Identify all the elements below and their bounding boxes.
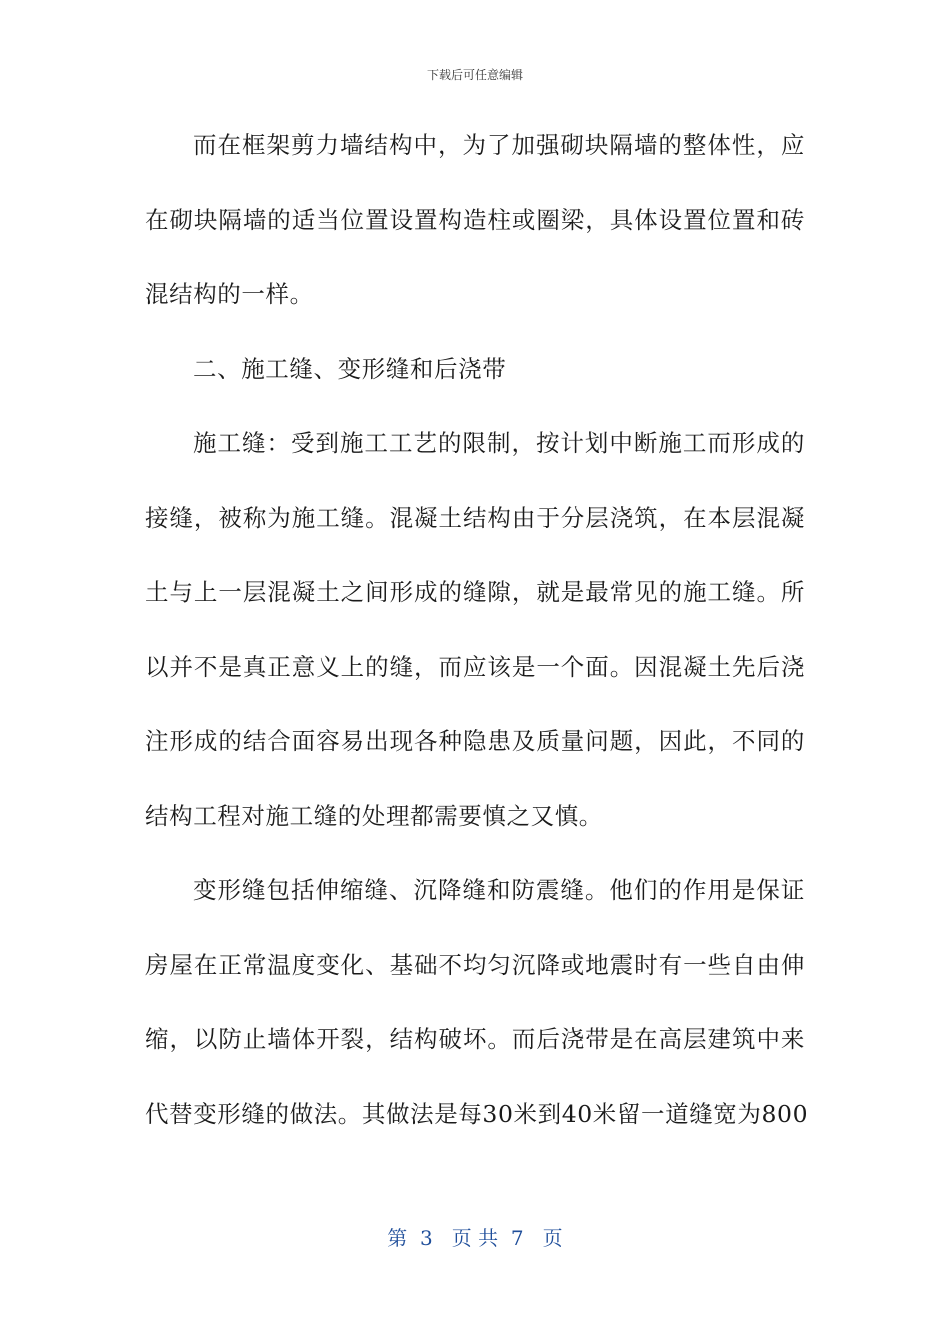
paragraph-line: 代替变形缝的做法。其做法是每30米到40米留一道缝宽为800 <box>145 1099 809 1128</box>
paragraph-line: 注形成的结合面容易出现各种隐患及质量问题，因此，不同的 <box>145 727 805 755</box>
paragraph-line: 施工缝：受到施工工艺的限制，按计划中断施工而形成的 <box>193 429 805 457</box>
paragraph-line: 房屋在正常温度变化、基础不均匀沉降或地震时有一些自由伸 <box>145 950 805 979</box>
download-note: 下载后可任意编辑 <box>426 68 523 82</box>
paragraph-line: 混结构的一样。 <box>145 280 314 308</box>
paragraph-line: 变形缝包括伸缩缝、沉降缝和防震缝。他们的作用是保证 <box>193 876 805 904</box>
page-number: 第 3 页 共 7 页 <box>387 1226 563 1250</box>
paragraph-line: 接缝，被称为施工缝。混凝土结构由于分层浇筑，在本层混凝 <box>145 503 805 532</box>
paragraph-line: 以并不是真正意义上的缝，而应该是一个面。因混凝土先后浇 <box>145 652 805 681</box>
paragraph-line: 而在框架剪力墙结构中，为了加强砌块隔墙的整体性，应 <box>193 131 805 159</box>
document-body <box>145 108 809 1151</box>
paragraph-line: 土与上一层混凝土之间形成的缝隙，就是最常见的施工缝。所 <box>145 578 805 606</box>
paragraph-line: 在砌块隔墙的适当位置设置构造柱或圈梁，具体设置位置和砖 <box>145 205 805 234</box>
paragraph-line: 结构工程对施工缝的处理都需要慎之又慎。 <box>145 801 603 830</box>
paragraph-line: 缩，以防止墙体开裂，结构破坏。而后浇带是在高层建筑中来 <box>145 1025 805 1053</box>
section-heading: 二、施工缝、变形缝和后浇带 <box>193 354 507 383</box>
